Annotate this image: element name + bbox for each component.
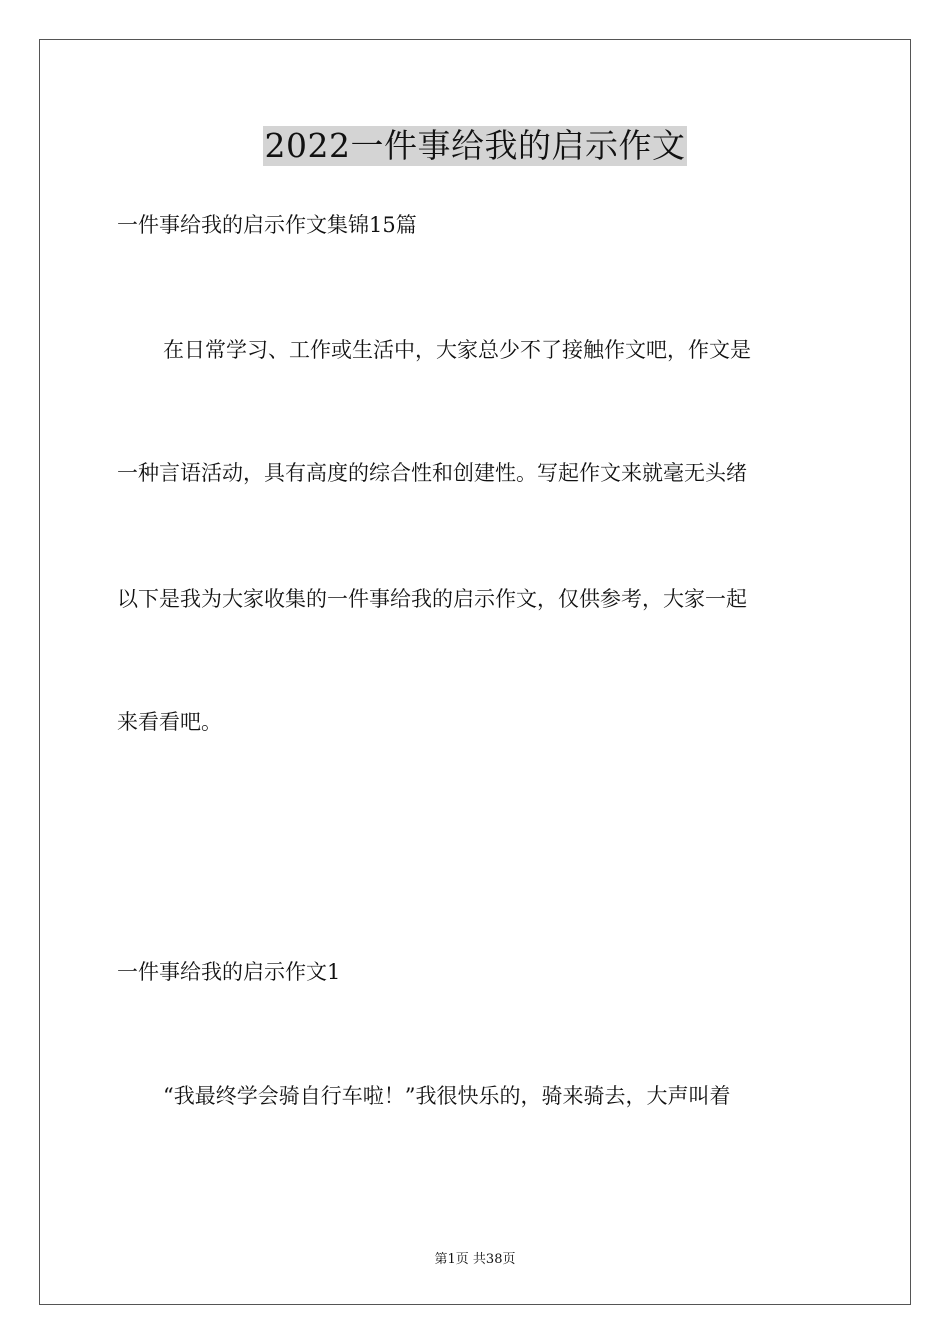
document-title: 2022一件事给我的启示作文 <box>264 126 686 165</box>
section-heading: 一件事给我的启示作文1 <box>117 960 341 984</box>
intro-line-4: 来看看吧。 <box>117 710 222 734</box>
title-container <box>0 126 950 166</box>
section-line-1: “我最终学会骑自行车啦！”我很快乐的，骑来骑去，大声叫着 <box>163 1084 731 1108</box>
intro-line-2: 一种言语活动，具有高度的综合性和创建性。写起作文来就毫无头绪 <box>117 461 747 485</box>
page-number-footer: 第1页 共38页 <box>434 1252 516 1267</box>
intro-line-3: 以下是我为大家收集的一件事给我的启示作文，仅供参考，大家一起 <box>117 587 747 611</box>
intro-line-1: 在日常学习、工作或生活中，大家总少不了接触作文吧，作文是 <box>163 338 751 362</box>
document-subtitle: 一件事给我的启示作文集锦15篇 <box>117 213 417 237</box>
